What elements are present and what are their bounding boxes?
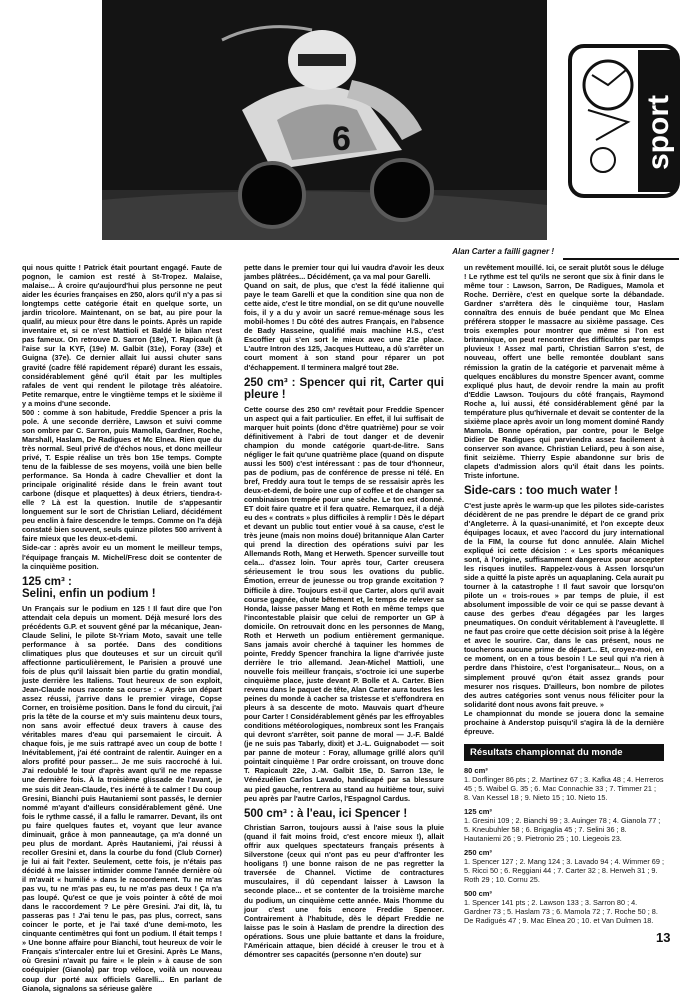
article-paragraph: C'est juste après le warm-up que les pilotes side-caristes décidèrent de ne pas prendre le départ de ce grand prix d'Angleterre. À la quasi-unanimité, et l'on excepte deux équipages locaux, et avec l'accord du jury international de la FIM, la course fut donc annulée. Alain Michel expliqué ici cette décision : « Les sports mécaniques sont, à l'origine, suffisamment dangereux pour accepter les risques inutiles. Rappelez-vous à Assen lorsqu'un side a quitté la piste après un aquaplaning. Cela aurait pu tourner à la catastrophe ! Il faut savoir que lorsqu'on pilote un « trois-roues » par temps de pluie, il est absolument impossible de voir ce qui se passe devant à cause des gerbes d'eau dégagées par les larges pneumatiques. On conduit véritablement à l'aveuglette. Il ne faut pas croire que cette décision soit prise à la légère et avec le sourire. Car, dans le cas présent, nous ne toucherons aucune prime de départ... Et, croyez-moi, en ce moment, on en a tous besoin ! Le seul qui n'a rien à perdre dans l'histoire, c'est l'organisateur... Nous, on a simplement prouvé qu'on était assez grands pour mesurer nos risques. D'ailleurs, bon nombre de pilotes des autres catégories sont venus nous féliciter pour la solidarité dont nous avons fait preuve. » — [464, 500, 664, 709]
bike-number: 6 — [332, 120, 351, 158]
article-paragraph: Quand on sait, de plus, que c'est la fédé italienne qui paye le team Garelli et que la condition sine qua non de cette aide, c'est le titre mondial, on se dit qu'une nouvelle fois, il y a du y avoir un sacré remue-ménage sous les mobil-homes ! Du côté des autres Français, en l'absence de Bady Hasseine, qualifié mais machine H.S., c'est Escoffier qui s'en sort le mieux avec une 21e place. L'autre Intron des 125, Jacques Hutteau, a dû s'arrêter un court moment à son stand pour réparer un pot d'échappement. Il terminera malgré tout 28e. — [244, 281, 444, 372]
section-heading-sidecars: Side-cars : too much water ! — [464, 485, 619, 498]
article-paragraph: Cette course des 250 cm³ revêtait pour Freddie Spencer un aspect qui a fait particulier. En effet, il lui suffisait de marquer huit points (donc d'être quatrième) pour se voir définitivement à l'abri de tout danger et de devenir champion du monde catégorie quart-de-litre. Sans négliger le fait qu'une quatrième place (quand on dispute aussi les 500) c'est intéressant : pas de tour d'honneur, pas de podium, pas de conférence de presse ni télé. En bref, Freddy aura tout le temps de se ressaisir après les deux-et-demi, de boire une cup of coffee et de changer sa combinaison trempée pour une sèche. Le ton est donné. ET doit faire quatre et il fera quatre. Remarquez, il a déjà eu des « contrats » plus difficiles à remplir ! Dès le départ et devant un public tout entier voué à sa cause, c'est le très jeune (mais non moins doué) britannique Alan Carter qui prend la direction des opérations suivi par les Allemands Roth, Mang et Herweth. Spencer surveille tout cela... d'assez loin. Tour après tour, Carter creusera sérieusement le trou sous les ovations du public. Émotion, erreur de jeunesse ou trop grande excitation ? Difficile à dire. Toujours est-il que Carter, alors qu'il avait course gagnée, chute bêtement et, le temps de relever sa Honda, laisse passer Mang et Roth en même temps que l'incontestable plaisir que celui de remporter un GP à domicile. On retrouvait donc en les personnes de Mang, Roth et Herweth un podium entièrement germanique. Sans jamais avoir cherché à taquiner les hommes de pointe, Freddy Spencer franchira la ligne d'arrivée juste derrière le trio allemand. Jean-Michel Mattioli, une nouvelle fois meilleur français, s'octroie ici une superbe cinquième place, juste devant P. Bolle et A. Carter. Bien revenu dans le paquet de tête, Alan Carter aura toutes les peines du monde à cacher sa tristesse et s'effondrera en pleurs à sa descente de moto. Mauvais quart d'heure pour Carter ! Considérablement gênés par les effroyables conditions météorologiques, nombreux sont les Français qui devront s'arrêter, soit panne de moral — J.-F. Baldé (je ne suis pas Tabarly, dixit) et J.-L. Guignabodet — soit par panne de moteur : Foray, allumage grillé alors qu'il pointait cinquième ! Par ordre croissant, on trouve donc T. Rapicault 22e, J.-M. Galbit 15e, D. Sarron 13e, le Vénézuélien Carlos Lavado, handicapé par sa blessure au pied gauche, rentrera au stand au huitième tour, suivi peu après par l'autre Carlos, l'Espagnol Cardus. — [244, 404, 444, 803]
article-paragraph: Le championnat du monde se jouera donc la semaine prochaine à Anderstop puisqu'il s'agira là de la dernière épreuve. — [464, 708, 664, 736]
race-photo — [102, 0, 547, 240]
results-category: 125 cm³ — [464, 806, 492, 816]
results-category: 250 cm³ — [464, 847, 492, 857]
results-title-box: Résultats championnat du monde — [464, 744, 664, 761]
article-paragraph: Un Français sur le podium en 125 ! Il faut dire que l'on attendait cela depuis un moment. Déjà mesuré lors des précédents G.P. et souvent gêné par la mécanique, Jean-Claude Selini, le pilote St-Yriam Moto, savait une telle performance à sa portée. Dans des conditions climatiques plus que douteuses et sur un circuit qu'il affectionne particulièrement, le Parisien a prouvé une fois de plus qu'il laissait bien partie du gratin mondial, juste derrière les Italiens. Tout heureux de son exploit, Jean-Claude nous raconte sa course : « Après un départ assez réussi, j'arrive dans le premier virage, Copse Corner, en troisième position. Dans le fond du circuit, j'ai pris la tête de la course et m'y suis maintenu deux tours, non sans avoir effectué deux travers à cause des véritables mares d'eau qui parsemaient le circuit. À chaque fois, je me suis rattrapé avec un coup de botte ! Inévitablement, j'ai été contraint de ralentir. Auinger en a alors profité pour passer... Je me suis raccroché à lui. J'ai redoublé le tour d'après avant qu'il ne me repasse une dernière fois. À la troisième glissade de l'avant, je me suis dit Jean-Claude, t'es inérté à te calmer ! Du coup Gresini, Bianchi puis Hautaniemi sont passés, le dernier nommé m'ayant d'ailleurs considérablement gêné. Une fois le rythme cassé, il a fallu le ramarrer. Devant, ils ont pu faire quelques fautes et, voyant que leur avance diminuait, grâce à mon panneautage, ça m'a donné un peu plus de mordant. Après Hautaniemi, j'ai réussi à recoller Gresini et, dans la courbe du fond (Club Corner) je lui ai fait l'exter. Seulement, cette fois, je n'étais pas décidé à me laisser intimider comme l'année dernière où il m'avait « humilié » dans le raccordement. Tu ne m'as pas vu, tu ne m'as pas eu, tu ne m'as pas deux ! Ça n'a pas loupé. Qu'est ce que je vois pointer à côté de moi dans le raccordement ? Le père Gresini. J'ai dit, là, tu passeras pas ! J'ai tenu le pas, pas plus, correct, sans coincer le porte, et je l'ai taxé d'une demi-moto, les cinquante centimètres qui font un podium. Il était temps ! » Une bonne affaire pour Bianchi, tout heureux de voir le Français s'intercaler entre lui et Gresini. Après Le Mans, où Gresini n'avait pu faire « le plein » à cause de son coéquipier (Gianola) par trop véloce, voilà un nouveau coup dur porté aux officiels Garelli... En parlant de Gianola, signalons sa sérieuse galère — [22, 603, 222, 993]
article-paragraph: pette dans le premier tour qui lui vaudra d'avoir les deux jambes plâtrées... Décidément, ça va mal pour Garelli. — [244, 263, 444, 282]
photo-caption: Alan Carter a failli gagner ! — [452, 247, 554, 256]
article-paragraph: un revêtement mouillé. Ici, ce serait plutôt sous le déluge ! Le rythme est tel qu'ils ne seront que six à finir dans le même tour : Lawson, Sarron, De Radigues, Mamola et Roche. Derrière, c'est en quelque sorte la débandade. Gardner s'arrêtera dès le cinquième tour, Haslam connaîtra des ennuis de buée pendant que Mc Elnea préférera stopper le massacre au sixième passage. Ces trois exemples pour montrer que même si l'on est britannique, on peut rencontrer des difficultés par temps pluvieux ! Assez mal parti, Christian Sarron s'est, de nouveau, offert une belle remontée doublant sans rémission la gratin de la catégorie et parvenait même à quelques encâblures du monstre Spencer avant, comme expliqué plus haut, de devoir rendre la main au profit d'Eddie Lawson. Toujours du côté français, Raymond Roche a, lui aussi, été considérablement gêné par la température plus qu'hivernale et devait se contenter de la sixième place après avoir un long moment dominé Randy Mamola. Bonne opération, par contre, pour le Belge Didier De Radigues qui parviendra assez facilement à conserver son avance. Christian Leliard, peu à son aise, finit seizième. Thierry Espie abandonne sur bris de clapets d'admission alors qu'il était dans les points. Triste infortune. — [464, 263, 664, 481]
article-paragraph: qui nous quitte ! Patrick était pourtant engagé. Faute de pognon, le camion est resté à St-Tropez. Malaise, malaise... À croire qu'aujourd'hui plus personne ne peut aider les écuries françaises en 250, alors qu'il n'y a pas si longtemps cette catégorie était en quelque sorte, un jardin tricolore. Maintenant, on se bat, au pire pour la qualif, au mieux pour être dans le points. Après un rapide inventaire et, si ce n'est Mattioli et Baldé le bilan n'est pas fameux. On retrouve D. Sarron (18e), T. Rapicault (à l'aise sur la KYF, (19e) M. Galbit (31e), Foray (33e) et Guigna (37e). Ce dernier allait lui aussi chuter sans gravité (cadre fêlé rapidement réparé) durant les essais, considérablement gêné qu'il était par les multiples rafales de vent qui rendent le pilotage très aléatoire. Petite remarque, entre le vingtième temps et le sixième il y a moins d'une seconde. — [22, 263, 222, 408]
article-paragraph: 500 : comme à son habitude, Freddie Spencer a pris la pole. À une seconde derrière, Lawson et suivi comme son ombre par C. Sarron, puis Mamolla, Gardner, Roche, Marshall, Haslam, De Radigues et Mc Elnea. Rien que du très normal. Seul privé de d'échos nous, et donc meilleur privé, T. Espie réalise un très bon 15e temps. Compte tenu de la faiblesse de ses moyens, voilà une bien belle performance. Sa Honda à cadre Chevallier et dont la principale originalité réside dans le frein avant tout carbone (disque et plaquettes) à deux étriers, tiendra-t-elle ? Là est la question. Inutile de s'appesantir longuement sur le sort de Christian Leliard, décidément peu enclin à faire descendre le temps. Comme on l'a déjà constaté bien souvent, seuls quinze pilotes 500 arrivent à faire mieux que les deux-et-demi. — [22, 407, 222, 544]
results-standings: 1. Spencer 141 pts ; 2. Lawson 133 ; 3. Sarron 80 ; 4. Gardner 73 ; 5. Haslam 73 ; 6. Mamola 72 ; 7. Roche 50 ; 8. De Radigués 47 ; 9. Mac Elnea 20 ; 10. et Van Dulmen 18. — [464, 898, 658, 926]
section-heading-125: 125 cm³ : Selini, enfin un podium ! — [22, 575, 156, 601]
logo-text: sport — [642, 95, 675, 170]
column-3 — [464, 263, 664, 925]
article-paragraph: Side-car : après avoir eu un moment le meilleur temps, l'équipage français M. Michel/Fresc doit se contenter de la cinquième position. — [22, 543, 222, 571]
results-category: 80 cm³ — [464, 765, 488, 775]
results-standings: 1. Dorflinger 86 pts ; 2. Martinez 67 ; 3. Kafka 48 ; 4. Herreros 45 ; 5. Waibel G. 35 ; 6. Mac Connachie 33 ; 7. Timmer 21 ; 8. Van Kessel 18 ; 9. Nieto 15 ; 10. Nieto 15. — [464, 774, 664, 802]
sport-section-logo — [568, 40, 680, 200]
section-heading-250: 250 cm³ : Spencer qui rit, Carter qui pleure ! — [244, 376, 444, 402]
results-standings: 1. Spencer 127 ; 2. Mang 124 ; 3. Lavado 94 ; 4. Wimmer 69 ; 5. Ricci 50 ; 6. Reggiani 44 ; 7. Carter 32 ; 8. Herweh 31 ; 9. Roth 29 ; 10. Cornu 25. — [464, 856, 664, 884]
page-number: 13 — [656, 930, 671, 945]
results-standings: 1. Gresini 109 ; 2. Bianchi 99 ; 3. Auinger 78 ; 4. Gianola 77 ; 5. Kneubuhler 58 ; 6. Brigaglia 45 ; 7. Selini 36 ; 8. Hautaniemi 26 ; 9. Pietronio 25 ; 10. Liegeois 23. — [464, 815, 661, 843]
sport-logo-icon — [568, 40, 680, 200]
results-category: 500 cm³ — [464, 888, 492, 898]
divider — [563, 258, 679, 260]
column-2 — [244, 263, 444, 959]
column-1 — [22, 263, 222, 993]
article-paragraph: Christian Sarron, toujours aussi à l'aise sous la pluie (quand il fait moins froid, c'est encore mieux !), allait offrir aux quelques spectateurs français présents à Silverstone (ceux qui n'ont pas eu peur d'affronter les hooligans !) une bonne raison de ne pas regretter la traversée de Channel. Victime de contractures musculaires, il dû cependant laisser à Lawson la seconde place... et se contenter de la troisième marche du podium, un cinquième cette année. Mais l'homme du jour c'est une fois encore Freddie Spencer. Contrairement à l'habitude, dès le départ Freddie ne laisse pas le soin à Haslam de prendre la direction des opérations. Sous une pluie battante et dans la froidure, l'Américain attaque, bien décidé à creuser le trou et à démontrer ses capacités (personne n'en doute) sur — [244, 823, 444, 959]
section-heading-500: 500 cm³ : à l'eau, ici Spencer ! — [244, 807, 408, 820]
motorcycle-rider-picture — [102, 0, 547, 240]
